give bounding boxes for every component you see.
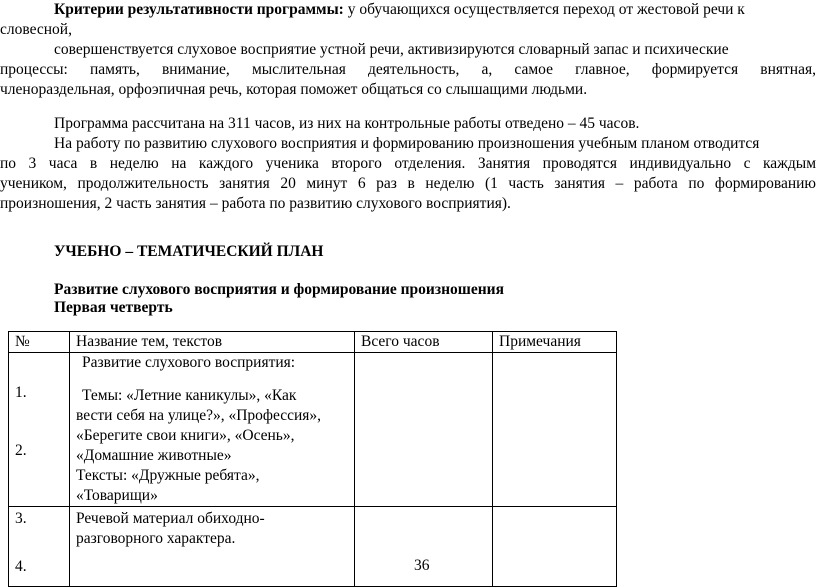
row-num-3: 3. xyxy=(15,510,27,527)
header-notes: Примечания xyxy=(493,332,617,353)
table-header-row xyxy=(9,332,617,353)
quarter-title: Первая четверть xyxy=(54,299,173,316)
topic-line: разговорного характера. xyxy=(76,530,236,547)
topic-line: «Берегите свои книги», «Осень», xyxy=(76,427,295,444)
topic-line: «Домашние животные» xyxy=(76,447,232,464)
program-line-2: На работу по развитию слухового восприятия и формированию произношения учебным планом отводится xyxy=(54,135,760,152)
row-topic-cell xyxy=(70,353,355,507)
program-line-5: произношения, 2 часть занятия – работа по развитию слухового восприятия). xyxy=(0,195,511,212)
row-num-1: 1. xyxy=(15,384,27,401)
row-num-2: 2. xyxy=(15,442,27,459)
topic-line: «Товарищи» xyxy=(76,487,158,504)
topic-line: вести себя на улице?», «Профессия», xyxy=(76,407,322,424)
row-notes-cell xyxy=(493,507,617,587)
table-row xyxy=(9,353,617,507)
header-num: № xyxy=(9,332,70,353)
topic-line: Речевой материал обиходно- xyxy=(76,510,265,527)
criteria-line-1 xyxy=(0,0,816,20)
topic-line: Темы: «Летние каникулы», «Как xyxy=(82,387,297,404)
row-num-cell xyxy=(9,507,70,587)
program-line-4: учеником, продолжительность занятия 20 минут 6 раз в неделю (1 часть занятия – работа по формированию xyxy=(0,175,816,192)
row-hours-cell xyxy=(355,353,493,507)
criteria-label: Критерии результативности программы: xyxy=(54,1,344,18)
header-topic: Название тем, текстов xyxy=(70,332,355,353)
criteria-line-4: процессы: память, внимание, мыслительная деятельность, а, самое главное, формируется внятная, xyxy=(0,61,816,78)
plan-title: УЧЕБНО – ТЕМАТИЧЕСКИЙ ПЛАН xyxy=(54,243,324,260)
criteria-line-3: совершенствуется слуховое восприятие устной речи, активизируются словарный запас и психические xyxy=(54,41,729,58)
program-line-1: Программа рассчитана на 311 часов, из них на контрольные работы отведено – 45 часов. xyxy=(54,115,640,132)
program-line-3: по 3 часа в неделю на каждого ученика второго отделения. Занятия проводятся индивидуально с каждым xyxy=(0,155,816,172)
criteria-line-5: членораздельная, орфоэпичная речь, которая поможет общаться со слышащими людьми. xyxy=(0,81,588,98)
row-notes-cell xyxy=(493,353,617,507)
row-num-cell xyxy=(9,353,70,507)
topic-line: Развитие слухового восприятия: xyxy=(82,354,296,371)
criteria-text-1: у обучающихся осуществляется переход от жестовой речи к xyxy=(347,1,745,18)
section-title: Развитие слухового восприятия и формирование произношения xyxy=(54,281,504,298)
page-number: 36 xyxy=(414,557,430,574)
header-hours: Всего часов xyxy=(355,332,493,353)
row-topic-cell xyxy=(70,507,355,587)
table-row xyxy=(9,507,617,587)
plan-table xyxy=(8,331,617,587)
row-num-4: 4. xyxy=(15,558,27,575)
criteria-line-2: словесной, xyxy=(0,21,72,38)
topic-line: Тексты: «Дружные ребята», xyxy=(76,467,260,484)
